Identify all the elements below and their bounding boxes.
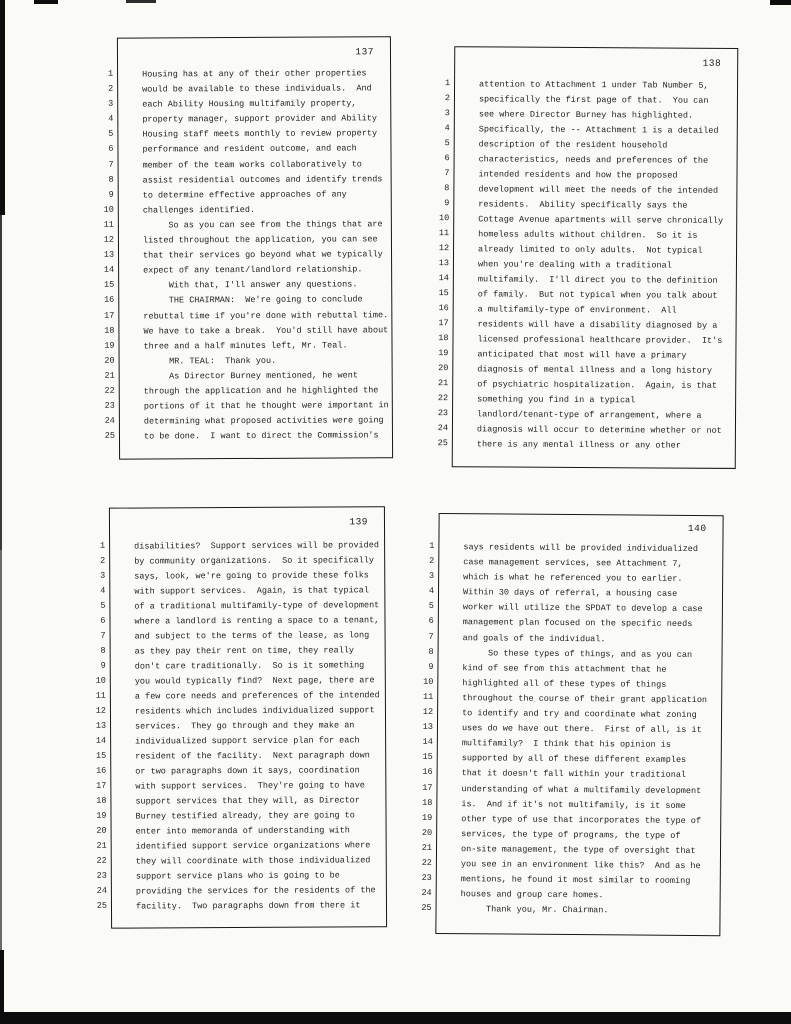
line-number: 22 <box>96 855 107 866</box>
line-number: 18 <box>96 795 107 806</box>
transcript-line: kind of see from this attachment that he <box>462 662 667 675</box>
transcript-line: and subject to the terms of the lease, as long <box>134 630 370 642</box>
line-number: 11 <box>438 228 450 239</box>
line-number: 18 <box>438 333 449 344</box>
transcript-line: don't care traditionally. So is it something <box>134 660 365 672</box>
transcript-line: to identify and try and coordinate what zoning <box>462 708 697 721</box>
transcript-line: Cottage Avenue apartments will serve chronically <box>478 214 724 226</box>
line-number: 21 <box>104 370 115 381</box>
line-number: 15 <box>95 750 107 761</box>
page-box <box>109 506 387 928</box>
line-number: 24 <box>96 885 107 896</box>
line-number: 23 <box>96 870 107 881</box>
line-number: 15 <box>103 279 115 291</box>
transcript-line: providing the services for the residents of the <box>135 885 376 897</box>
line-number: 12 <box>422 706 434 717</box>
page-number: 140 <box>687 522 707 535</box>
transcript-line: multifamily. I'll direct you to the definition <box>477 274 718 286</box>
line-number: 5 <box>444 138 450 149</box>
transcript-line: services. They go through and they make an <box>135 720 355 732</box>
line-number: 22 <box>437 393 449 404</box>
line-number: 21 <box>421 842 433 853</box>
page-number: 137 <box>355 46 375 58</box>
line-number: 2 <box>429 556 435 567</box>
transcript-line: as they pay their rent on time, they really <box>134 645 355 657</box>
line-number: 3 <box>100 570 106 581</box>
line-number: 18 <box>104 325 115 336</box>
transcript-line: expect of any tenant/landlord relationship. <box>143 264 363 276</box>
line-number: 13 <box>95 720 107 731</box>
line-number: 6 <box>428 616 434 627</box>
page-lines <box>110 538 386 914</box>
transcript-line: licensed professional healthcare provider. It's <box>477 334 723 346</box>
line-number-column <box>426 46 450 451</box>
transcript-line: rebuttal time if you're done with rebuttal time. <box>143 309 389 322</box>
line-number: 23 <box>437 408 449 419</box>
transcript-page-140 <box>409 513 723 936</box>
transcript-line: listed throughout the application, you can see <box>142 234 378 246</box>
line-number: 22 <box>104 385 115 396</box>
transcript-line: diagnosis will occur to determine whether or not <box>476 424 722 436</box>
transcript-line: of a traditional multifamily-type of development <box>134 600 380 612</box>
transcript-line: With that, I'll answer any questions. <box>143 279 358 291</box>
transcript-line: So these types of things, and as you can <box>462 647 693 660</box>
page-lines <box>453 77 737 454</box>
line-number: 2 <box>444 93 451 104</box>
transcript-line: houses and group care homes. <box>460 889 604 901</box>
line-number: 21 <box>437 378 449 389</box>
transcript-line: to determine effective approaches of any <box>142 189 347 201</box>
transcript-line: would be available to these individuals. And <box>142 83 372 95</box>
line-number: 7 <box>444 168 450 179</box>
transcript-line: disabilities? Support services will be provided <box>134 540 379 552</box>
transcript-line: each Ability Housing multifamily property, <box>142 98 357 110</box>
page-lines <box>118 66 392 445</box>
line-number: 25 <box>96 900 108 911</box>
transcript-line: throughout the course of their grant application <box>462 693 708 706</box>
transcript-line: of psychiatric hospitalization. Again, is that <box>477 379 717 391</box>
transcript-line: THE CHAIRMAN: We're going to conclude <box>143 294 363 306</box>
line-number: 9 <box>428 661 434 672</box>
transcript-line: you see in an environment like this? And as he <box>460 859 701 872</box>
page-number: 138 <box>702 57 722 69</box>
line-number: 11 <box>95 690 106 701</box>
line-number: 10 <box>423 676 434 687</box>
line-number: 17 <box>422 782 433 793</box>
line-number: 23 <box>104 400 115 411</box>
line-number: 8 <box>108 174 114 185</box>
line-number: 24 <box>437 423 448 434</box>
transcript-line: member of the team works collaboratively to <box>142 158 362 171</box>
line-number: 25 <box>104 430 116 441</box>
page-box <box>452 46 739 469</box>
line-number: 17 <box>104 310 115 321</box>
line-number: 24 <box>421 888 432 899</box>
transcript-line: characteristics, needs and preferences of the <box>478 154 709 166</box>
transcript-line: development will meet the needs of the intended <box>478 184 719 196</box>
line-number-column <box>83 508 107 914</box>
line-number: 10 <box>103 204 114 215</box>
transcript-line: mentions, he found it most similar to rooming <box>460 874 691 887</box>
line-number: 4 <box>444 123 450 134</box>
page-number: 139 <box>349 516 369 528</box>
transcript-line: is. And if it's not multifamily, is it some <box>461 798 686 811</box>
line-number: 19 <box>104 340 115 351</box>
scan-artifact-top-tick <box>126 0 156 3</box>
transcript-line: three and a half minutes left, Mr. Teal. <box>143 340 348 352</box>
transcript-line: multifamily? I think that his opinion is <box>461 738 672 751</box>
page-box <box>117 36 393 459</box>
transcript-line: other type of use that incorporates the type of <box>461 813 702 826</box>
transcript-line: and goals of the individual. <box>462 632 606 644</box>
transcript-page-139 <box>83 506 387 929</box>
line-number: 18 <box>422 797 433 808</box>
line-number: 20 <box>438 363 449 374</box>
line-number: 12 <box>438 243 450 254</box>
line-number: 4 <box>108 113 114 124</box>
transcript-line: which is what he referenced you to earlier. <box>463 572 683 585</box>
scan-artifact-left-edge-mid <box>0 215 2 550</box>
transcript-line: services, the type of programs, the type of <box>461 828 681 841</box>
line-number: 12 <box>95 705 106 716</box>
transcript-line: with support services. Again, is that typical <box>134 585 370 597</box>
line-number: 7 <box>108 159 114 170</box>
transcript-line: Thank you, Mr. Chairman. <box>460 904 609 916</box>
line-number: 8 <box>428 646 434 657</box>
line-number: 4 <box>100 585 106 596</box>
line-number: 16 <box>438 303 449 314</box>
line-number: 22 <box>421 857 432 868</box>
transcript-line: landlord/tenant-type of arrangement, where a <box>477 409 702 421</box>
transcript-line: see where Director Burney has highlighted. <box>478 109 694 121</box>
transcript-line: that it doesn't fall within your traditional <box>461 768 687 781</box>
transcript-line: supported by all of these different examples <box>461 753 687 766</box>
transcript-line: highlighted all of these types of things <box>462 678 667 690</box>
transcript-line: specifically the first page of that. You can <box>478 94 709 106</box>
transcript-line: with support services. They're going to have <box>135 780 365 792</box>
transcript-line: identified support service organizations where <box>135 840 371 852</box>
page-lines <box>436 540 722 920</box>
transcript-line: individualized support service plan for each <box>135 735 360 747</box>
line-number: 11 <box>422 691 434 702</box>
line-number: 10 <box>95 675 106 686</box>
transcript-line: So as you can see from the things that are <box>142 219 383 231</box>
line-number: 14 <box>438 273 449 284</box>
line-number: 5 <box>428 601 434 612</box>
scan-artifact-left-edge-bottom <box>0 950 4 1014</box>
line-number: 21 <box>96 840 107 851</box>
transcript-line: We have to take a break. You'd still have about <box>143 324 389 337</box>
transcript-line: As Director Burney mentioned, he went <box>143 370 358 382</box>
transcript-line: anticipated that most will have a primary <box>477 349 687 361</box>
transcript-line: that their services go beyond what we typically <box>143 249 383 261</box>
transcript-line: says residents will be provided individualized <box>463 542 699 555</box>
line-number: 3 <box>444 108 450 119</box>
line-number: 10 <box>439 213 450 224</box>
line-number-column <box>409 513 434 917</box>
transcript-line: a multifamily-type of environment. All <box>477 304 677 316</box>
line-number: 7 <box>428 631 434 642</box>
transcript-line: support service plans who is going to be <box>135 870 340 882</box>
transcript-line: Burney testified already, they are going to <box>135 810 355 822</box>
line-number: 17 <box>96 780 107 791</box>
transcript-line: through the application and he highlighted the <box>143 385 379 397</box>
transcript-line: attention to Attachment 1 under Tab Number 5, <box>479 79 709 91</box>
transcript-line: challenges identified. <box>142 204 256 216</box>
scan-artifact-top-right-tick <box>770 0 791 5</box>
line-number: 19 <box>96 810 107 821</box>
transcript-line: a few core needs and preferences of the intended <box>134 690 380 702</box>
transcript-line: management plan focused on the specific needs <box>462 617 693 630</box>
transcript-line: Housing has at any of their other properties <box>142 68 367 80</box>
transcript-line: to be done. I want to direct the Commission's <box>143 430 379 442</box>
transcript-line: already limited to only adults. Not typical <box>478 244 703 256</box>
line-number: 13 <box>438 258 449 269</box>
transcript-line: uses do we have out there. First of all, is it <box>461 723 702 736</box>
line-number: 1 <box>444 78 451 89</box>
transcript-line: there is any mental illness or any other <box>476 439 681 451</box>
transcript-page-138 <box>426 46 739 469</box>
line-number: 6 <box>108 144 114 155</box>
transcript-line: you would typically find? Next page, there are <box>134 675 375 687</box>
line-number: 15 <box>422 752 433 763</box>
line-number-column <box>91 38 115 444</box>
line-number: 9 <box>100 660 106 671</box>
line-number: 19 <box>438 348 449 359</box>
transcript-line: Within 30 days of referral, a housing case <box>462 587 678 600</box>
transcript-line: when you're dealing with a traditional <box>477 259 672 271</box>
scan-artifact-left-edge-low <box>0 550 2 950</box>
line-number: 14 <box>95 735 107 746</box>
line-number: 16 <box>422 767 433 778</box>
transcript-page-137 <box>91 36 393 460</box>
transcript-line: assist residential outcomes and identify trends <box>142 173 383 186</box>
line-number: 20 <box>421 827 433 838</box>
line-number: 2 <box>100 555 106 566</box>
line-number: 13 <box>103 249 115 260</box>
scan-artifact-top-tick <box>34 0 58 4</box>
transcript-line: worker will utilize the SPDAT to develop a case <box>462 602 703 615</box>
transcript-line: on-site management, the type of oversight that <box>460 844 696 856</box>
transcript-line: of family. But not typical when you talk about <box>477 289 718 301</box>
transcript-line: Housing staff meets monthly to review property <box>142 128 378 140</box>
line-number: 15 <box>438 288 449 299</box>
line-number: 16 <box>104 295 115 306</box>
line-number: 6 <box>100 615 106 626</box>
transcript-line: property manager, support provider and Ability <box>142 113 377 125</box>
transcript-line: diagnosis of mental illness and a long history <box>477 364 712 376</box>
line-number: 1 <box>99 540 106 551</box>
transcript-line: homeless adults without children. So it is <box>478 229 698 241</box>
transcript-line: facility. Two paragraphs down from there it <box>135 900 361 912</box>
line-number: 13 <box>422 721 434 733</box>
transcript-line: residents. Ability specifically says the <box>478 199 688 211</box>
transcript-line: something you find in a typical <box>477 394 636 406</box>
line-number: 16 <box>96 765 107 776</box>
transcript-line: performance and resident outcome, and each <box>142 143 357 155</box>
transcript-line: enter into memoranda of understanding with <box>135 825 350 837</box>
page-box <box>435 513 723 936</box>
line-number: 23 <box>421 872 432 884</box>
line-number: 11 <box>103 219 114 230</box>
transcript-line: or two paragraphs down it says, coordination <box>135 765 360 777</box>
line-number: 17 <box>438 318 449 329</box>
line-number: 20 <box>96 825 107 836</box>
line-number: 4 <box>428 586 435 597</box>
line-number: 14 <box>103 264 115 275</box>
line-number: 19 <box>422 812 433 823</box>
line-number: 9 <box>444 198 450 209</box>
transcript-line: portions of it that he thought were important in <box>143 400 389 412</box>
line-number: 9 <box>108 189 114 200</box>
line-number: 3 <box>108 98 114 109</box>
line-number: 7 <box>100 630 106 641</box>
transcript-line: resident of the facility. Next paragraph down <box>135 750 370 762</box>
scan-artifact-bottom-bar <box>0 1012 791 1024</box>
transcript-line: determining what proposed activities were going <box>143 415 384 427</box>
scan-artifact-left-edge-top <box>0 0 5 215</box>
line-number: 5 <box>100 600 106 611</box>
transcript-line: understanding of what a multifamily development <box>461 783 702 796</box>
transcript-line: support services that they will, as Director <box>135 795 360 807</box>
line-number: 12 <box>103 234 114 245</box>
line-number: 24 <box>104 415 115 426</box>
transcript-line: says, look, we're going to provide these folks <box>134 570 369 582</box>
line-number: 6 <box>444 153 450 164</box>
line-number: 1 <box>429 540 435 551</box>
transcript-line: case management services, see Attachment 7, <box>463 557 683 570</box>
line-number: 8 <box>444 183 450 194</box>
transcript-line: they will coordinate with those individualized <box>135 855 371 867</box>
line-number: 2 <box>108 83 114 94</box>
transcript-line: description of the resident household <box>478 139 668 151</box>
line-number: 3 <box>429 571 435 582</box>
transcript-line: intended residents and how the proposed <box>478 169 678 181</box>
line-number: 1 <box>107 68 114 79</box>
line-number: 8 <box>100 645 106 656</box>
transcript-line: Specifically, the -- Attachment 1 is a detailed <box>478 124 719 136</box>
line-number: 5 <box>108 129 114 140</box>
transcript-line: residents which includes individualized support <box>134 705 375 717</box>
transcript-line: residents will have a disability diagnosed by a <box>477 319 718 331</box>
line-number: 14 <box>422 737 433 748</box>
line-number: 25 <box>421 903 432 914</box>
transcript-line: where a landlord is renting a space to a tenant, <box>134 615 380 627</box>
transcript-line: MR. TEAL: Thank you. <box>143 355 277 367</box>
line-number: 20 <box>104 355 115 366</box>
transcript-line: by community organizations. So it specifically <box>134 555 374 567</box>
line-number: 25 <box>437 438 448 449</box>
